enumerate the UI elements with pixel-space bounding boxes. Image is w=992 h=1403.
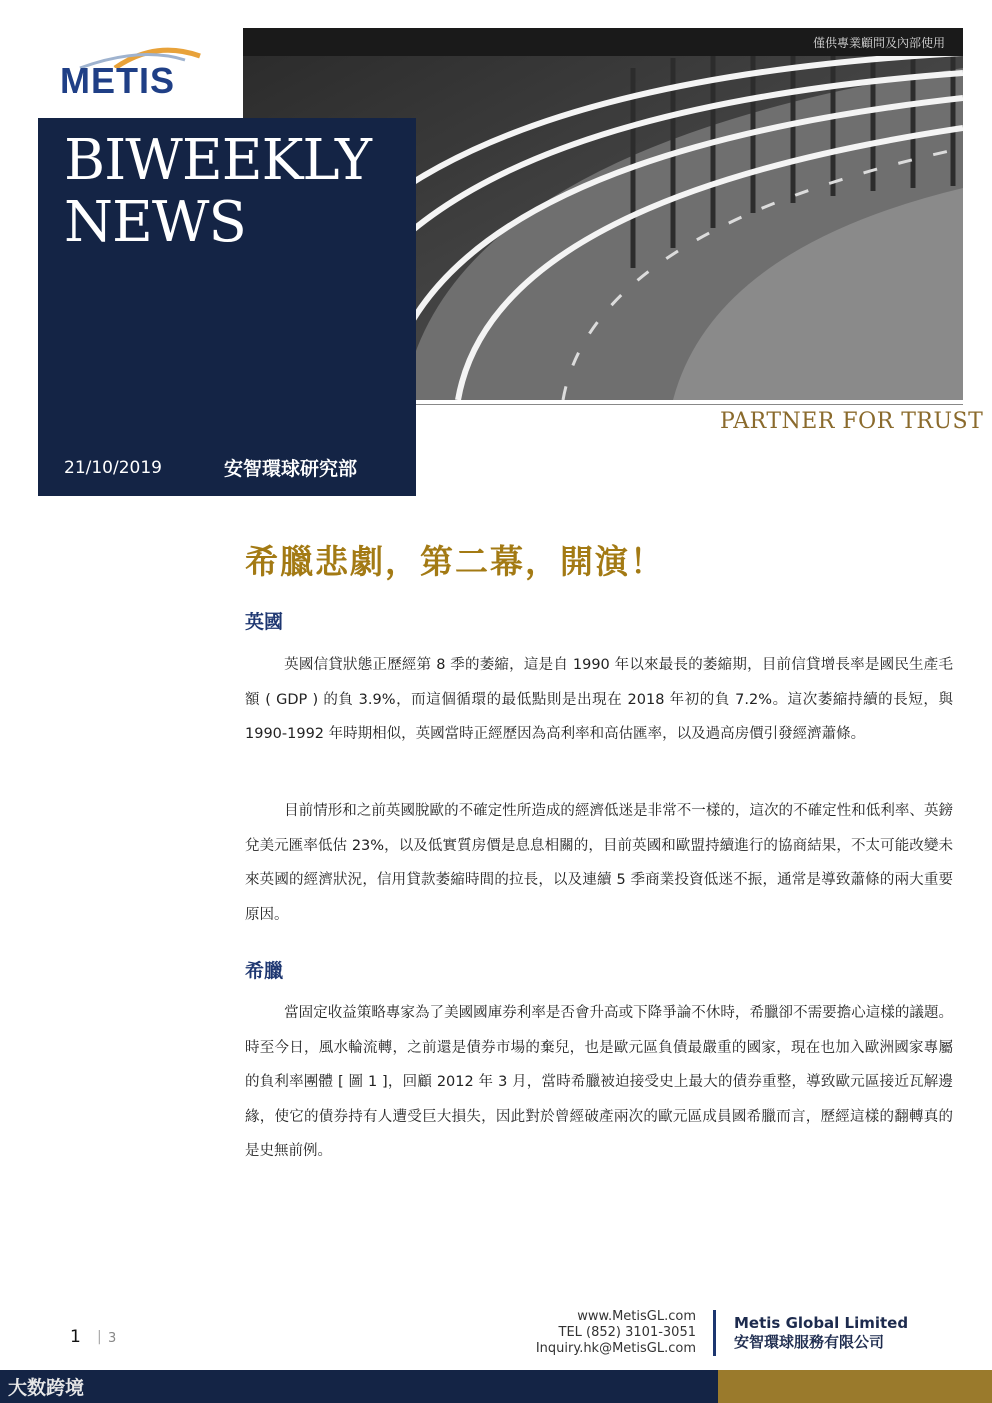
watermark: 大数跨境 xyxy=(8,1377,85,1399)
page-number: 1 xyxy=(70,1327,81,1347)
website-link[interactable]: www.MetisGL.com xyxy=(577,1309,696,1324)
email-link[interactable]: Inquiry.hk@MetisGL.com xyxy=(535,1341,696,1356)
company-name-zh: 安智環球服務有限公司 xyxy=(734,1333,885,1351)
footer-divider xyxy=(713,1310,716,1356)
contact-block xyxy=(520,1309,696,1357)
page-separator: | xyxy=(97,1329,102,1345)
footer-band-gold xyxy=(718,1370,992,1403)
paragraph-uk-1: 英國信貸狀態正歷經第 8 季的萎縮，這是自 1990 年以來最長的萎縮期，目前信貸增長率是國民生產毛額 ( GDP ) 的負 3.9%，而這個循環的最低點則是出現在 2018 年初的負 7.2%。這次萎縮持續的長短，與 1990-1992 年時期相似，英國當時正經歷因為高利率和高估匯率，以及過高房價引發經濟蕭條。 xyxy=(245,657,953,742)
logo-text: METIS xyxy=(60,60,176,101)
newsletter-title xyxy=(64,130,371,254)
company-name-en: Metis Global Limited xyxy=(734,1314,909,1332)
section-heading-uk: 英國 xyxy=(245,611,284,633)
paragraph-uk-2: 目前情形和之前英國脫歐的不確定性所造成的經濟低迷是非常不一樣的，這次的不確定性和低利率、英鎊兌美元匯率低估 23%，以及低實質房價是息息相關的，目前英國和歐盟持續進行的協商結果，不太可能改變未來英國的經濟狀況，信用貸款萎縮時間的拉長，以及連續 5 季商業投資低迷不振，通常是導致蕭條的兩大重要原因。 xyxy=(245,803,953,923)
paragraph-greece-1: 當固定收益策略專家為了美國國庫券利率是否會升高或下降爭論不休時，希臘卻不需要擔心這樣的議題。時至今日，風水輪流轉，之前還是債券市場的棄兒，也是歐元區負債最嚴重的國家，現在也加入歐洲國家專屬的負利率團體 [ 圖 1 ]，回顧 2012 年 3 月，當時希臘被迫接受史上最大的債券重整，導致歐元區接近瓦解邊緣，使它的債券持有人遭受巨大損失，因此對於曾經破產兩次的歐元區成員國希臘而言，歷經這樣的翻轉真的是史無前例。 xyxy=(245,1005,953,1159)
page-total: 3 xyxy=(108,1331,117,1346)
section-heading-greece: 希臘 xyxy=(245,960,284,982)
hero-top-band xyxy=(243,28,963,56)
metis-logo xyxy=(60,38,210,100)
phone-number: TEL (852) 3101-3051 xyxy=(558,1325,696,1340)
title-line-1: BIWEEKLY xyxy=(64,128,371,193)
title-line-2: NEWS xyxy=(64,190,246,255)
cover-title-box xyxy=(38,118,416,496)
footer-band-navy xyxy=(0,1370,718,1403)
department-name: 安智環球研究部 xyxy=(224,458,358,480)
tagline: PARTNER FOR TRUST xyxy=(720,409,984,434)
internal-use-note: 僅供專業顧問及內部使用 xyxy=(812,36,945,50)
article-headline: 希臘悲劇，第二幕，開演！ xyxy=(245,542,665,581)
tagline-rule xyxy=(416,404,963,405)
issue-date: 21/10/2019 xyxy=(64,458,162,478)
company-name xyxy=(734,1314,908,1352)
